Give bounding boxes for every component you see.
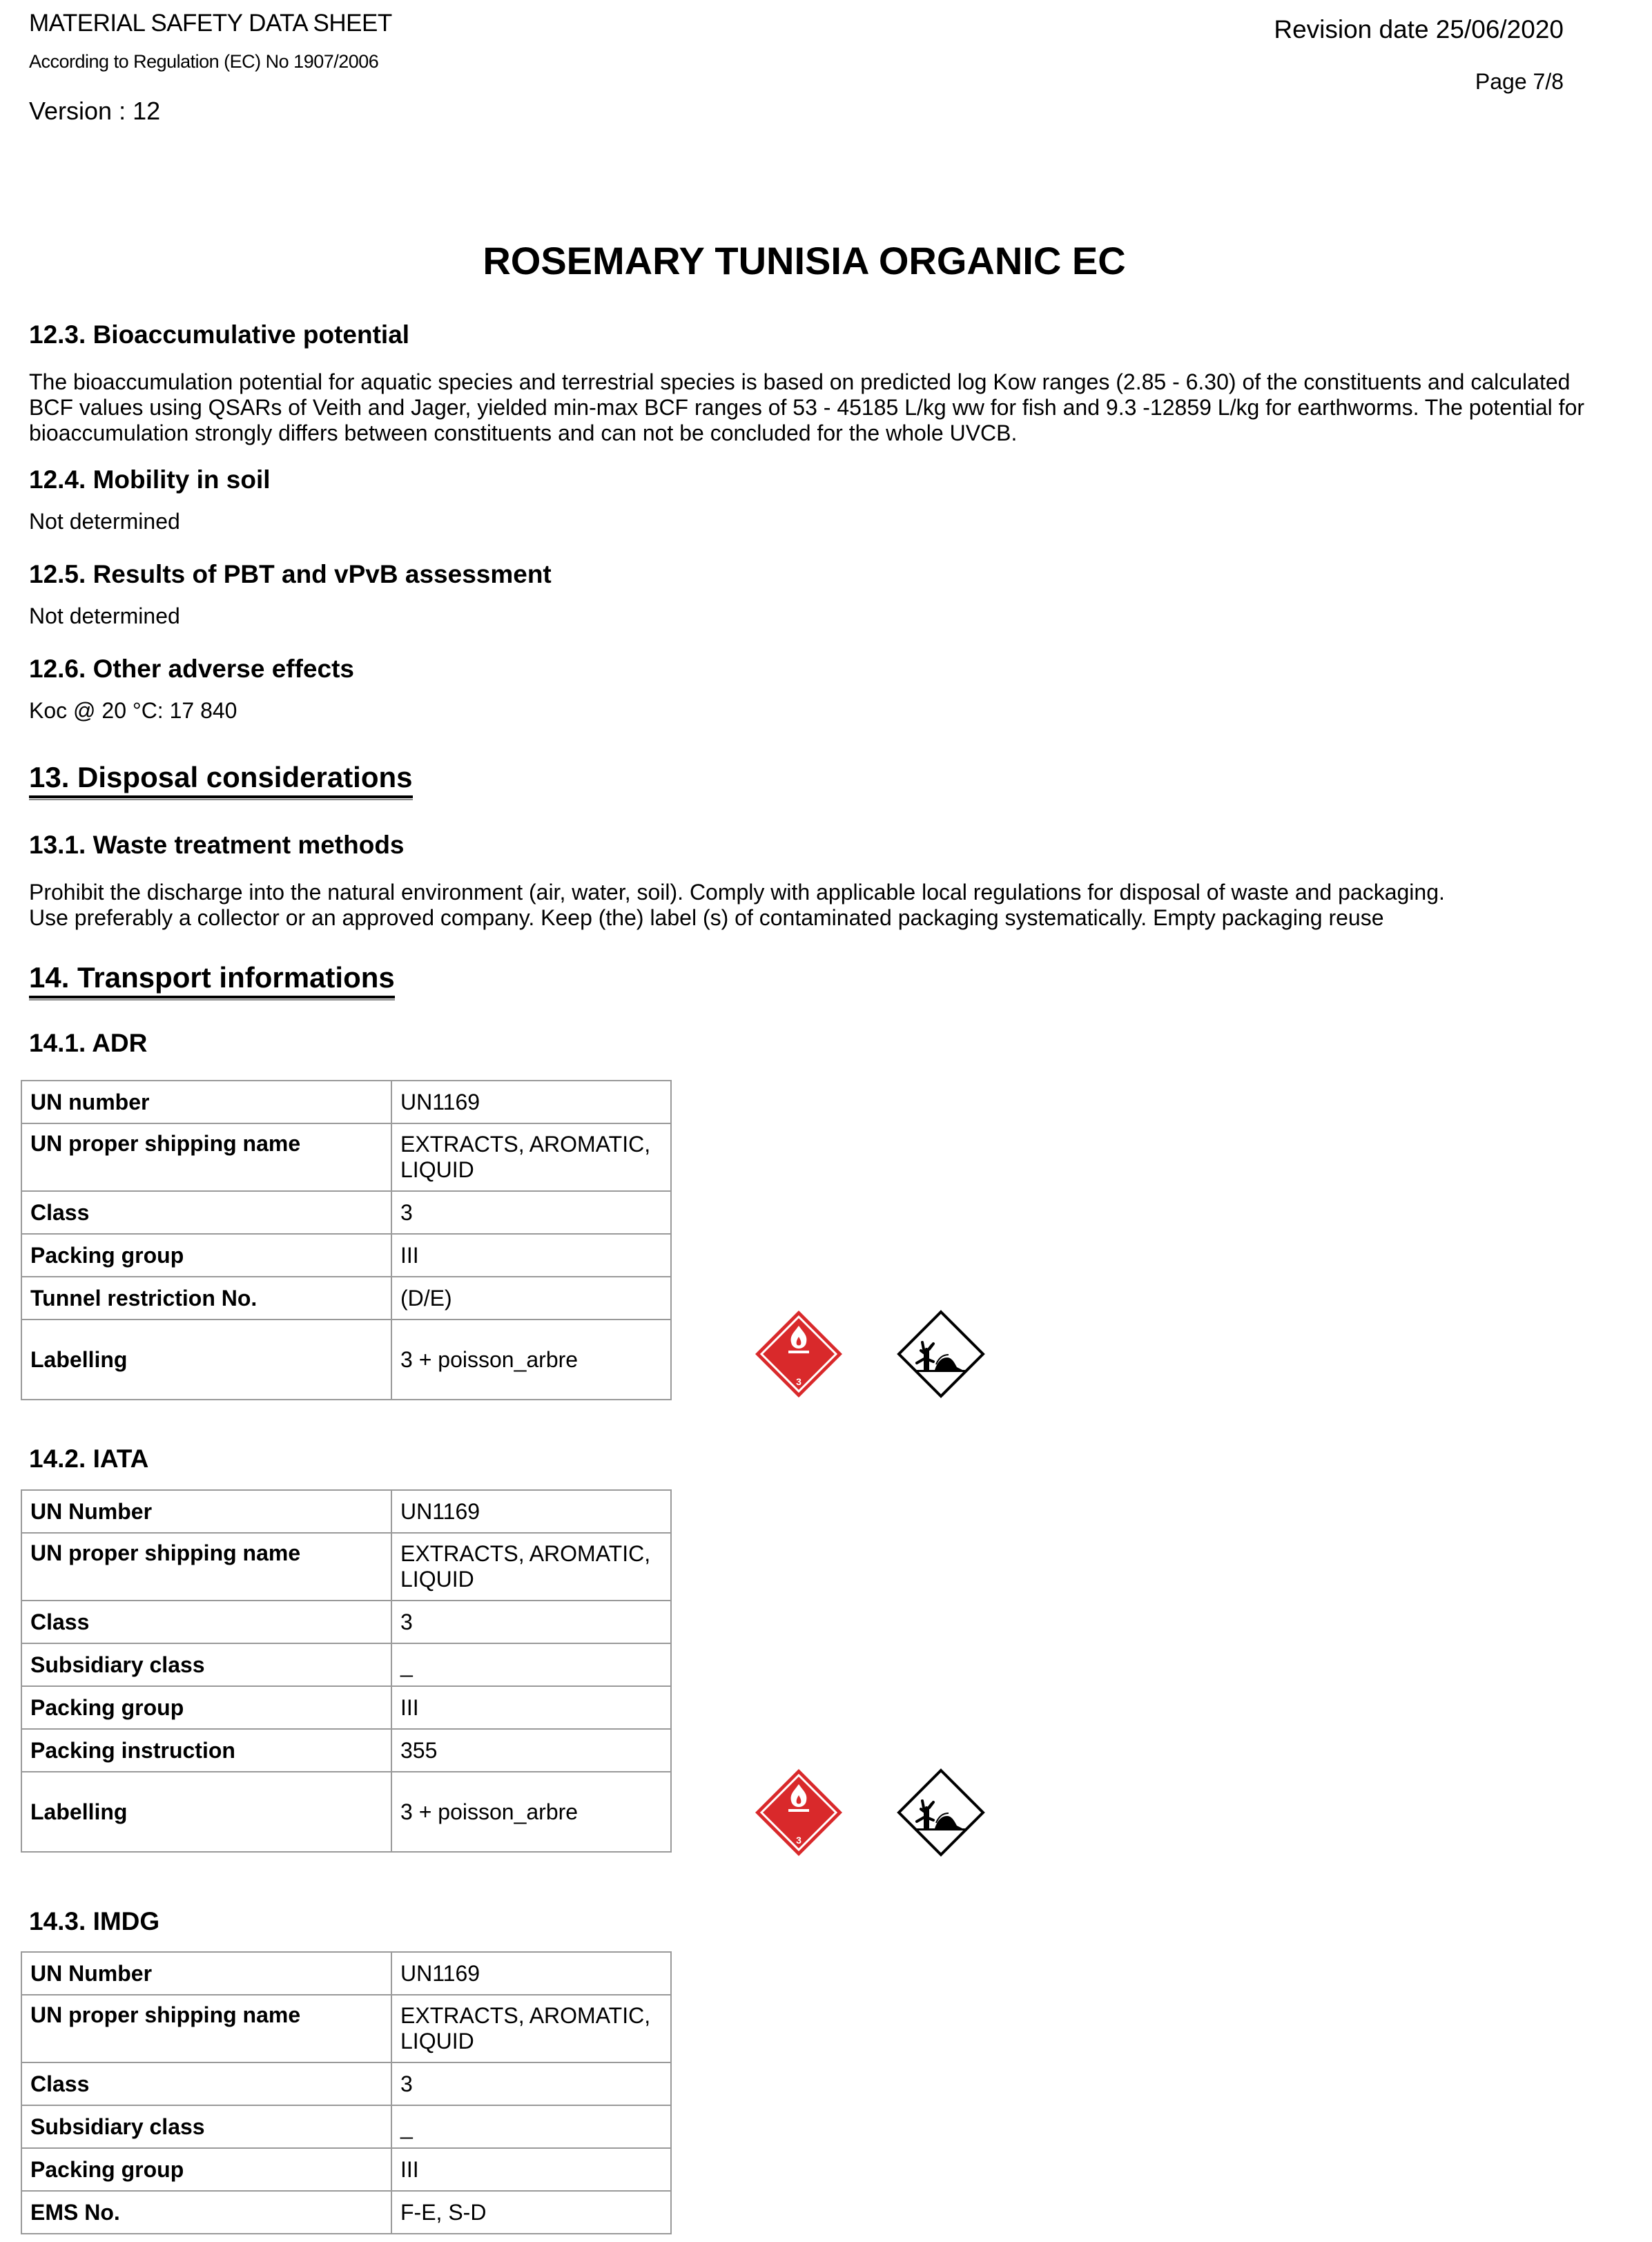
row-label: UN Number (21, 1490, 391, 1533)
text-12-5: Not determined (29, 603, 180, 628)
table-row (21, 1686, 671, 1729)
text-12-3: The bioaccumulation potential for aquatic species and terrestrial species is based on predicted log Kow ranges (2.85 - 6.30) of the constituents and calculated BCF values using QSARs of Veith and Jager, yielded min-max BCF ranges of 53 - 45185 L/kg ww for fish and 9.3 -12859 L/kg for earthworms. The potential for bioaccumulation strongly differs between constituents and can not be concluded for the whole UVCB. (29, 369, 1585, 445)
row-value: 3 (391, 2062, 671, 2105)
row-label: Tunnel restriction No. (21, 1277, 391, 1320)
table-row (21, 1533, 671, 1601)
version-label: Version : 12 (29, 97, 161, 125)
row-value: F-E, S-D (391, 2191, 671, 2234)
environmental-hazard-icon (896, 1309, 986, 1399)
row-label: Packing instruction (21, 1729, 391, 1772)
adr-table (21, 1080, 672, 1400)
table-row (21, 1490, 671, 1533)
heading-12-3: 12.3. Bioaccumulative potential (29, 320, 410, 349)
table-row (21, 1234, 671, 1277)
heading-14-1-adr: 14.1. ADR (29, 1029, 148, 1057)
svg-text:3: 3 (796, 1376, 801, 1387)
revision-date: Revision date 25/06/2020 (1274, 15, 1564, 44)
row-label: UN proper shipping name (21, 1123, 391, 1191)
row-label: UN number (21, 1081, 391, 1123)
page-number: Page 7/8 (1475, 69, 1564, 94)
row-value: EXTRACTS, AROMATIC, LIQUID (391, 1123, 671, 1191)
row-label: UN Number (21, 1952, 391, 1995)
row-label: Labelling (21, 1320, 391, 1400)
heading-13: 13. Disposal considerations (29, 761, 413, 798)
row-label: EMS No. (21, 2191, 391, 2234)
table-row (21, 2148, 671, 2191)
product-title: ROSEMARY TUNISIA ORGANIC EC (483, 239, 1126, 282)
row-label: UN proper shipping name (21, 1533, 391, 1601)
row-label: Class (21, 1191, 391, 1234)
heading-14: 14. Transport informations (29, 961, 395, 998)
row-label: Class (21, 1601, 391, 1643)
text-13-1-line1: Prohibit the discharge into the natural environment (air, water, soil). Comply with applicable local regulations for disposal of waste and packaging. (29, 880, 1445, 905)
table-row (21, 1643, 671, 1686)
table-row (21, 1952, 671, 1995)
imdg-table (21, 1951, 672, 2234)
table-row (21, 1081, 671, 1123)
table-row (21, 1191, 671, 1234)
heading-14-2-iata: 14.2. IATA (29, 1444, 149, 1473)
heading-12-4: 12.4. Mobility in soil (29, 465, 271, 494)
row-label: Packing group (21, 1234, 391, 1277)
row-value: UN1169 (391, 1952, 671, 1995)
heading-12-6: 12.6. Other adverse effects (29, 655, 354, 683)
row-value: (D/E) (391, 1277, 671, 1320)
row-value: 355 (391, 1729, 671, 1772)
table-row (21, 1277, 671, 1320)
document-type: MATERIAL SAFETY DATA SHEET (29, 10, 392, 37)
svg-text:3: 3 (796, 1835, 801, 1846)
row-label: Labelling (21, 1772, 391, 1852)
heading-14-3-imdg: 14.3. IMDG (29, 1907, 160, 1935)
row-label: Subsidiary class (21, 2105, 391, 2148)
heading-12-5: 12.5. Results of PBT and vPvB assessment (29, 560, 552, 588)
row-value: III (391, 1234, 671, 1277)
table-row (21, 1601, 671, 1643)
row-value: III (391, 1686, 671, 1729)
table-row (21, 1995, 671, 2062)
row-label: UN proper shipping name (21, 1995, 391, 2062)
row-label: Class (21, 2062, 391, 2105)
table-row (21, 2191, 671, 2234)
text-12-4: Not determined (29, 509, 180, 534)
flammable-liquid-class-3-icon (754, 1768, 844, 1857)
table-row (21, 1320, 671, 1400)
row-value: 3 + poisson_arbre (391, 1320, 671, 1400)
table-row (21, 1729, 671, 1772)
table-row (21, 2105, 671, 2148)
row-label: Packing group (21, 1686, 391, 1729)
row-value: 3 (391, 1191, 671, 1234)
row-value: UN1169 (391, 1081, 671, 1123)
row-value: 3 + poisson_arbre (391, 1772, 671, 1852)
table-row (21, 1123, 671, 1191)
row-value: _ (391, 2105, 671, 2148)
row-value: UN1169 (391, 1490, 671, 1533)
table-row (21, 1772, 671, 1852)
row-value: EXTRACTS, AROMATIC, LIQUID (391, 1533, 671, 1601)
row-value: EXTRACTS, AROMATIC, LIQUID (391, 1995, 671, 2062)
iata-table (21, 1489, 672, 1853)
row-value: III (391, 2148, 671, 2191)
text-12-6: Koc @ 20 °C: 17 840 (29, 698, 237, 723)
text-13-1-line2: Use preferably a collector or an approved company. Keep (the) label (s) of contaminated packaging systematically. Empty packaging reuse (29, 905, 1384, 930)
row-value: 3 (391, 1601, 671, 1643)
row-label: Subsidiary class (21, 1643, 391, 1686)
environmental-hazard-icon (896, 1768, 986, 1857)
row-label: Packing group (21, 2148, 391, 2191)
table-row (21, 2062, 671, 2105)
row-value: _ (391, 1643, 671, 1686)
regulation-reference: According to Regulation (EC) No 1907/2006 (29, 51, 379, 72)
heading-13-1: 13.1. Waste treatment methods (29, 831, 405, 859)
flammable-liquid-class-3-icon (754, 1309, 844, 1399)
